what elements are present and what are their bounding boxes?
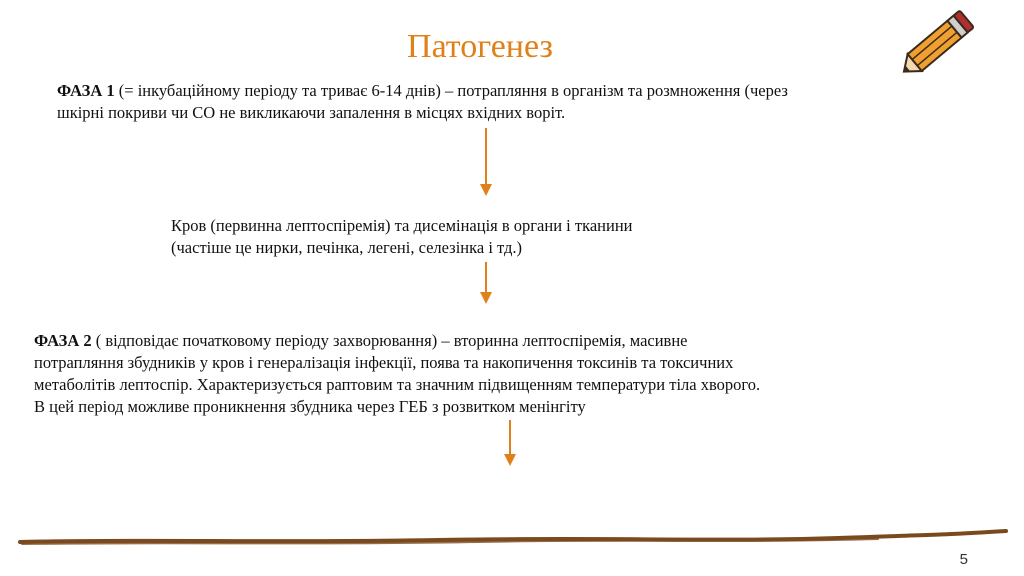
arrow-down-icon <box>503 420 517 466</box>
page-number: 5 <box>959 551 968 568</box>
phase2-text <box>34 330 994 418</box>
phase2-line2: потрапляння збудників у кров і генералізація інфекції, поява та накопичення токсинів та токсичних <box>34 353 734 372</box>
pencil-icon <box>895 8 977 84</box>
phase2-line1-text: ( відповідає початковому періоду захворювання) – вторинна лептоспіремія, масивне <box>91 331 688 350</box>
blood-line1: Кров (первинна лептоспіремія) та дисемінація в органи і тканини <box>171 216 633 235</box>
slide-title: Патогенез <box>407 28 553 65</box>
phase2-line3: метаболітів лептоспір. Характеризується раптовим та значним підвищенням температури тіла хворого. <box>34 375 761 394</box>
phase1-line1 <box>57 80 997 102</box>
arrow-down-icon <box>479 128 493 196</box>
phase1-line1-text: (= інкубаційному періоду та триває 6-14 днів) – потрапляння в організм та розмноження (через <box>114 81 788 100</box>
blood-line2: (частіше це нирки, печінка, легені, селезінка і тд.) <box>171 238 523 257</box>
arrow-down-icon <box>479 262 493 304</box>
phase1-text <box>57 80 997 124</box>
blood-dissemination-text <box>171 215 811 259</box>
phase2-line4: В цей період можливе проникнення збудника через ГЕБ з розвитком менінгіту <box>34 397 586 416</box>
phase2-label: ФАЗА 2 <box>34 331 92 350</box>
phase1-line2: шкірні покриви чи СО не викликаючи запалення в місцях вхідних воріт. <box>57 103 566 122</box>
bottom-divider <box>18 520 1008 550</box>
phase1-label: ФАЗА 1 <box>57 81 115 100</box>
phase2-line1 <box>34 330 994 352</box>
